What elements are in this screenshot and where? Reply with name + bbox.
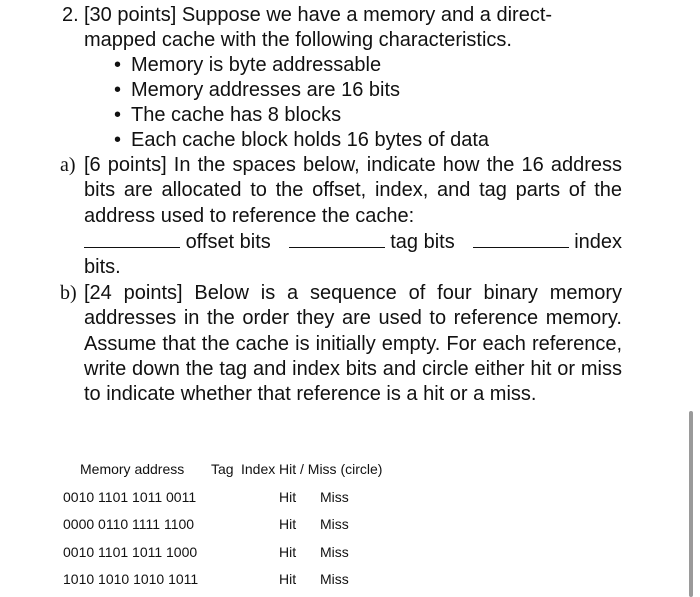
table-row-address: 0010 1101 1011 0011 <box>63 489 197 505</box>
vertical-scrollbar[interactable] <box>689 411 693 597</box>
hit-option[interactable]: Hit <box>279 571 297 587</box>
miss-option[interactable]: Miss <box>320 571 349 587</box>
hit-option[interactable]: Hit <box>279 516 297 532</box>
question-intro-2: mapped cache with the following characteristics. <box>84 29 512 51</box>
tag-bits-label: tag bits <box>390 230 455 253</box>
bullet-item: • Memory is byte addressable <box>114 53 614 78</box>
table-row-address: 0000 0110 1111 1100 <box>63 516 195 532</box>
bits-tail: bits. <box>84 256 121 279</box>
bullet-item: • The cache has 8 blocks <box>114 103 614 128</box>
hit-option[interactable]: Hit <box>279 489 297 505</box>
miss-option[interactable]: Miss <box>320 544 349 560</box>
question-number: 2. <box>62 4 79 26</box>
part-a-text: [6 points] In the spaces below, indicate how the 16 address bits are allocated to the offset, index, and tag parts of the address used to reference the cache: <box>84 154 622 227</box>
part-a-label: a) <box>60 154 76 176</box>
table-row-address: 1010 1010 1010 1011 <box>63 571 199 587</box>
hit-option[interactable]: Hit <box>279 544 297 560</box>
header-memory-address: Memory address <box>80 461 185 477</box>
index-bits-label: index <box>574 230 622 253</box>
question-intro-1: [30 points] Suppose we have a memory and a direct- <box>84 4 553 26</box>
header-index: Index <box>241 461 276 477</box>
miss-option[interactable]: Miss <box>320 516 349 532</box>
bullet-item: • Memory addresses are 16 bits <box>114 78 614 103</box>
header-hit-miss: Hit / Miss (circle) <box>279 461 383 477</box>
offset-bits-label: offset bits <box>185 230 271 253</box>
header-tag: Tag <box>211 461 234 477</box>
bullet-item: • Each cache block holds 16 bytes of data <box>114 128 614 153</box>
table-row-address: 0010 1101 1011 1000 <box>63 544 198 560</box>
miss-option[interactable]: Miss <box>320 489 349 505</box>
part-b-label: b) <box>60 282 77 304</box>
part-b-text: [24 points] Below is a sequence of four binary memory addresses in the order they are used to reference memory. Assume that the cache is initially empty. For each reference, write down the tag and index bits and circle either hit or miss to indicate whether that reference is a hit or a miss. <box>84 282 622 406</box>
